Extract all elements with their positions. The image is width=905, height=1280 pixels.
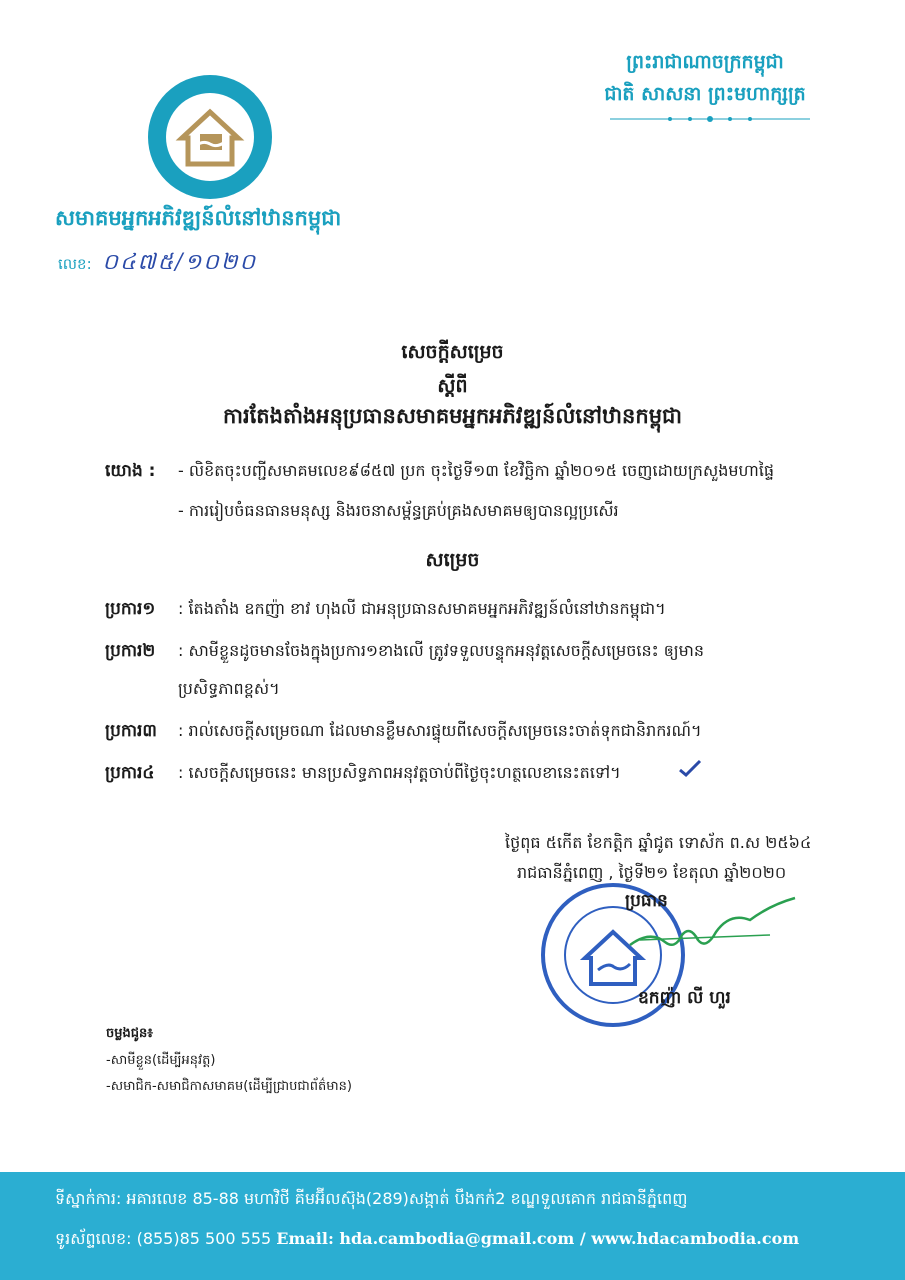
article-text-continued: ប្រសិទ្ធភាពខ្ពស់។ [178,679,280,698]
whereas-item: - ការរៀបចំធនធានមនុស្ស និងរចនាសម្ព័ន្ធគ្រប់គ្រងសមាគមឲ្យបានល្អប្រសើរ [178,501,619,520]
document-title: សេចក្ដីសម្រេច [401,341,504,363]
kingdom-line-1: ព្រះរាជាណាចក្រកម្ពុជា [626,51,784,73]
handwritten-signature [620,890,800,960]
reference-label: លេខ: [58,255,92,273]
article-text: : សាមីខ្លួនដូចមានចែងក្នុងប្រការ១ខាងលើ ត្រូវទទួលបន្ទុកអនុវត្តសេចក្ដីសម្រេចនេះ ឲ្យមាន [178,641,705,660]
article-text: : តែងតាំង ឧកញ៉ា ខាវ ហុងលី ជាអនុប្រធានសមាគមអ្នកអភិវឌ្ឍន៍លំនៅឋានកម្ពុជា។ [178,599,666,618]
whereas-item: - លិខិតចុះបញ្ជីសមាគមលេខ៩៨៥៧ ប្រក ចុះថ្ងៃទី១៣ ខែវិច្ឆិកា ឆ្នាំ២០១៥ ចេញដោយក្រសួងមហាផ្ទៃ [178,461,775,480]
cc-item: -សាមីខ្លួន(ដើម្បីអនុវត្ត) [106,1053,216,1068]
article-label: ប្រការ១ [105,599,156,619]
decision-heading: សម្រេច [425,549,480,571]
organization-name: សមាគមអ្នកអភិវឌ្ឍន៍លំនៅឋានកម្ពុជា [55,206,342,230]
kingdom-line-2: ជាតិ សាសនា ព្រះមហាក្សត្រ [604,83,806,105]
article-text: : រាល់សេចក្ដីសម្រេចណា ដែលមានខ្លឹមសារផ្ទុយពីសេចក្ដីសម្រេចនេះចាត់ទុកជានិរាករណ៍។ [178,721,702,740]
article-label: ប្រការ៣ [105,721,157,741]
article-text: : សេចក្ដីសម្រេចនេះ មានប្រសិទ្ធភាពអនុវត្តចាប់ពីថ្ងៃចុះហត្ថលេខានេះតទៅ។ [178,763,621,782]
solar-date: រាជធានីភ្នំពេញ , ថ្ងៃទី២១ ខែតុលា ឆ្នាំ២០២០ [517,863,787,882]
whereas-label: យោង : [105,461,156,481]
cc-item: -សមាជិក-សមាជិកាសមាគម(ដើម្បីជ្រាបជាព័ត៌មាន) [106,1079,352,1094]
footer-phone: ទូរស័ព្ទលេខ: (855)85 500 555 [55,1229,272,1248]
lunar-date: ថ្ងៃពុធ ៥កើត ខែកត្តិក ឆ្នាំជូត ទោស័ក ព.ស ២៥៦៤ [505,833,812,852]
article-label: ប្រការ២ [105,641,156,661]
checkmark-icon [678,758,702,778]
article-label: ប្រការ៤ [105,763,155,783]
document-subject: ការតែងតាំងអនុប្រធានសមាគមអ្នកអភិវឌ្ឍន៍លំនៅឋានកម្ពុជា [222,404,683,428]
footer-email-web: Email: hda.cambodia@gmail.com / www.hdacambodia.com [276,1229,800,1248]
document-subtitle: ស្ដីពី [437,375,468,397]
kingdom-motto [580,46,830,110]
reference-number [58,248,257,280]
ornament-divider [610,114,810,124]
reference-value: ០៤៧៥/១០២០ [102,250,258,275]
president-name: ឧកញ៉ា លី ហួរ [638,988,731,1008]
cc-title: ចម្លងជូន៖ [106,1026,153,1041]
footer-contact [55,1228,799,1252]
footer-address: ទីស្នាក់ការ: អគារលេខ 85-88 មហាវិថី គីមអ៊ីលស៊ុង(289)សង្កាត់ បឹងកក់2 ខណ្ឌទួលគោក រាជធានីភ្នំពេញ [55,1189,688,1208]
president-title: ប្រធាន [625,891,668,911]
association-logo [145,72,275,202]
